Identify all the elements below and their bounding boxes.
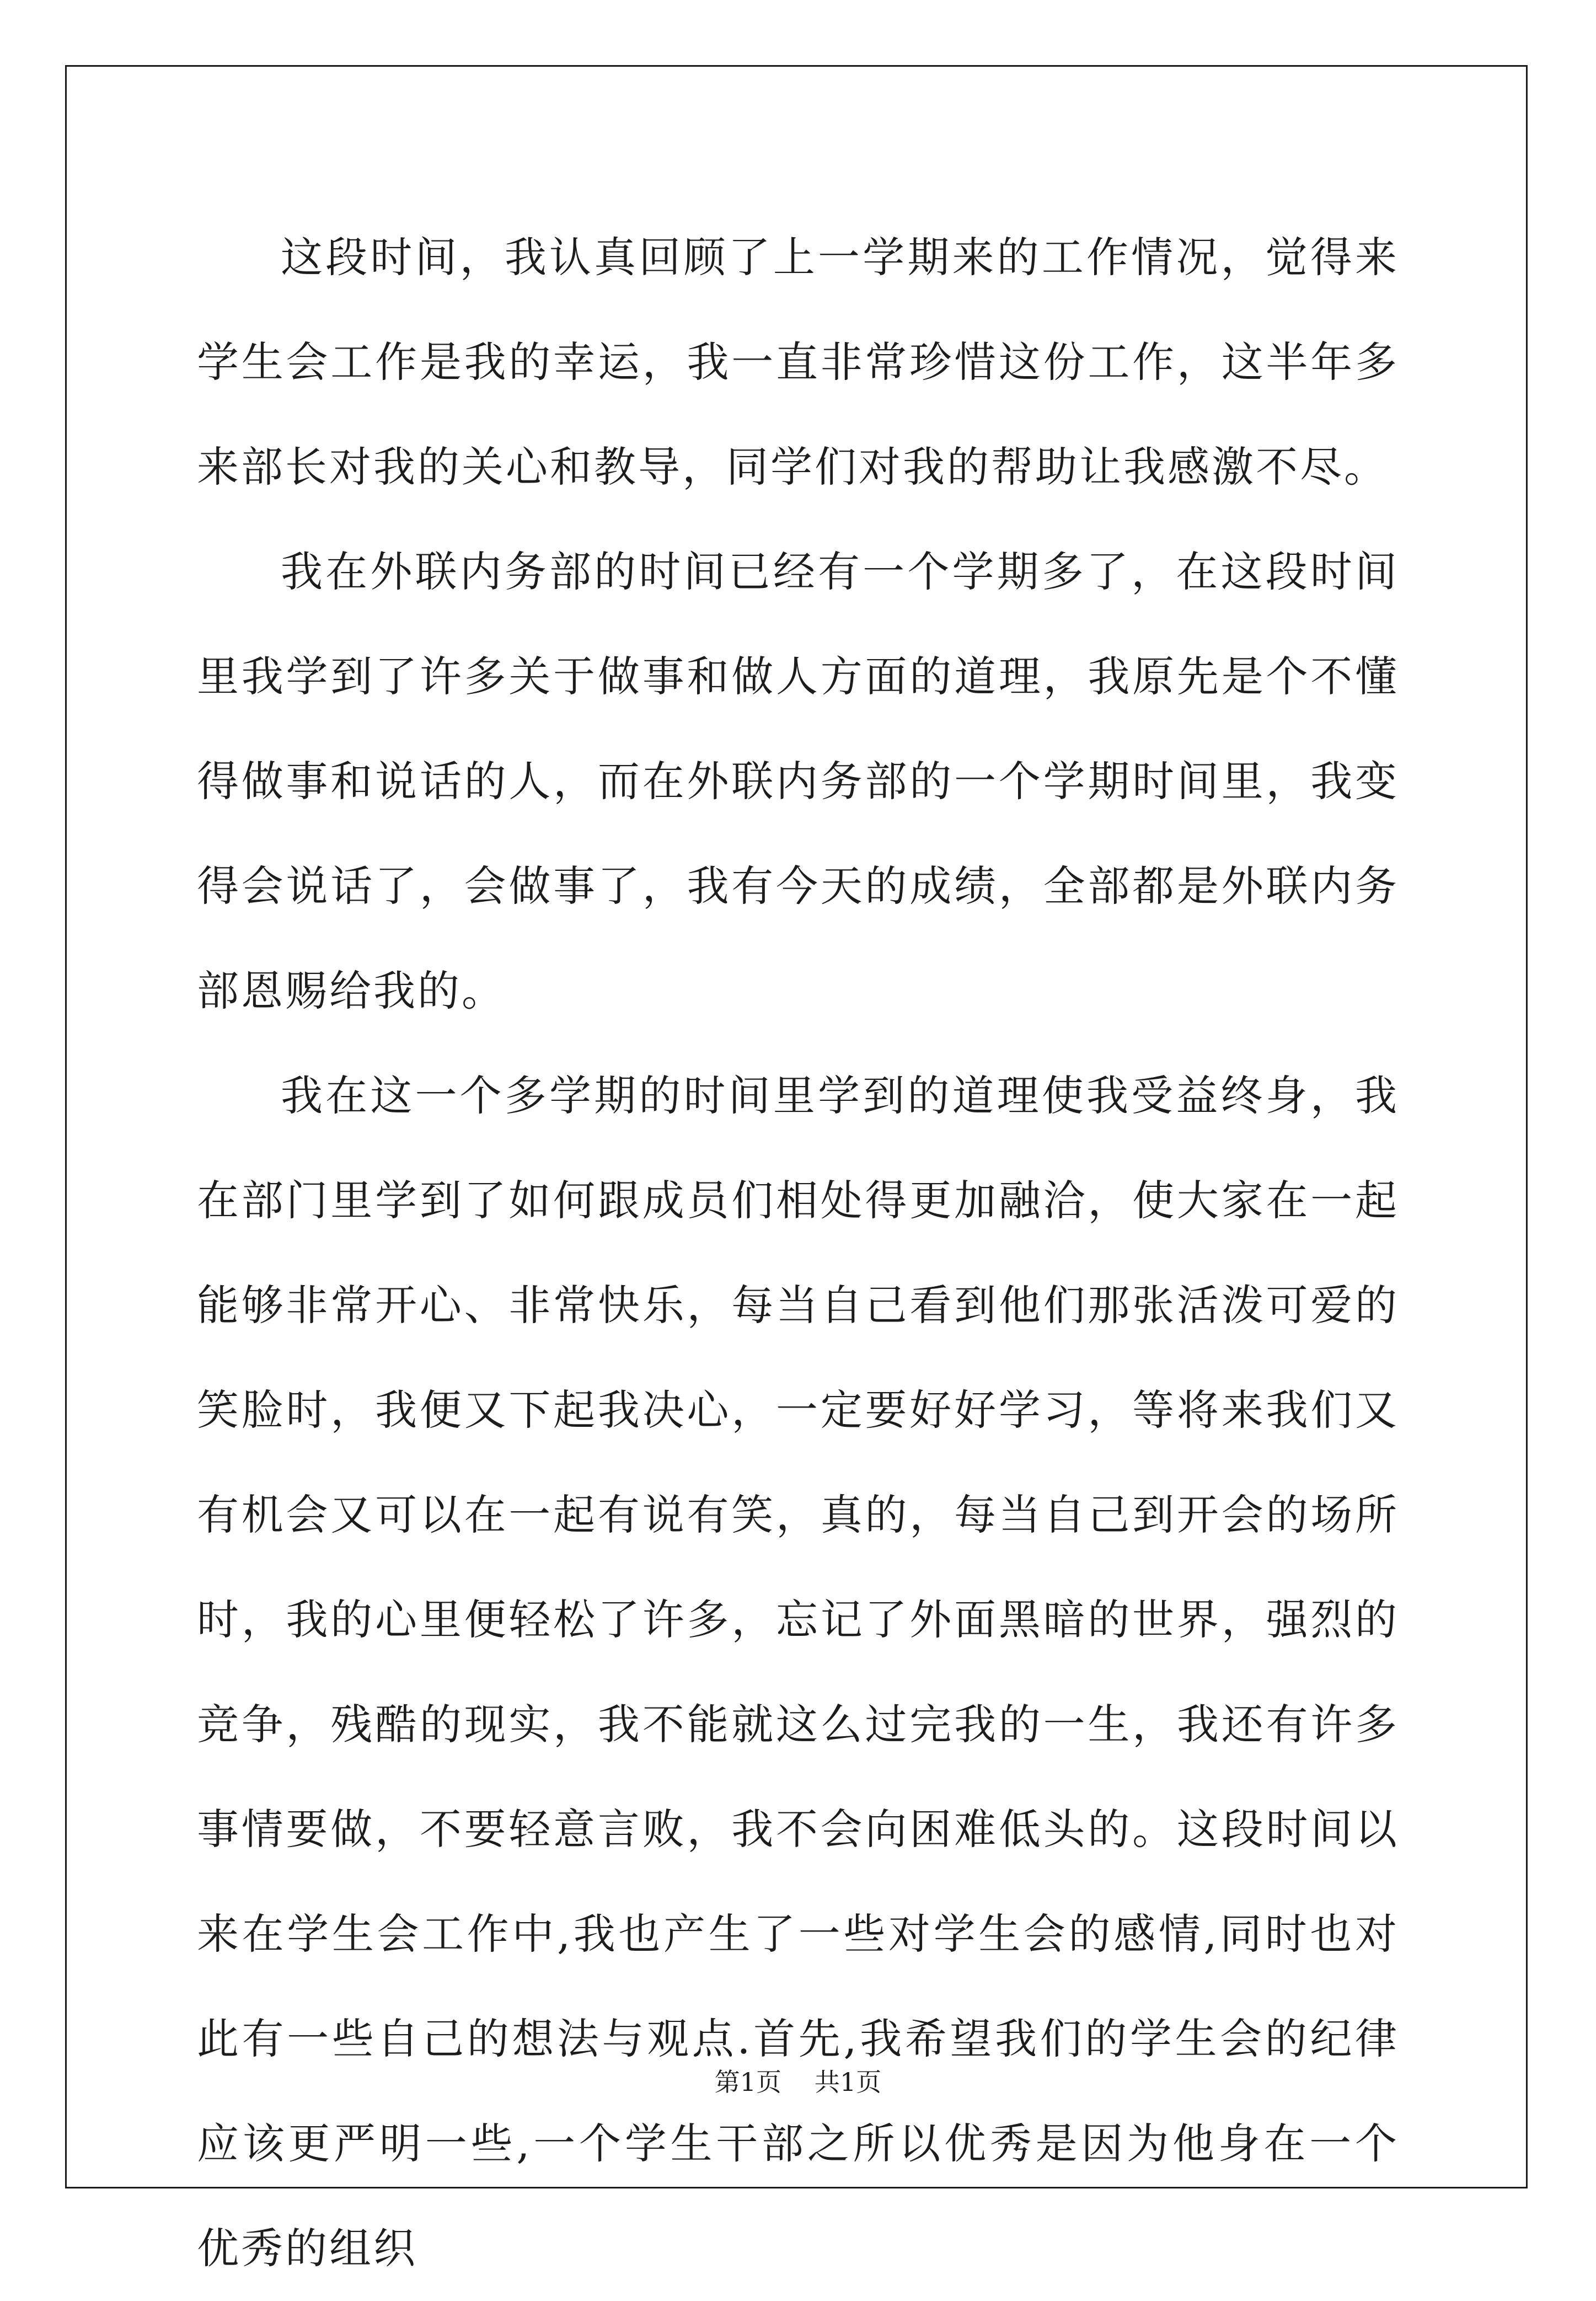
paragraph-3: 我在这一个多学期的时间里学到的道理使我受益终身，我在部门里学到了如何跟成员们相处得更加融洽，使大家在一起能够非常开心、非常快乐，每当自己看到他们那张活泼可爱的笑脸时，我便又下起我决心，一定要好好学习，等将来我们又有机会又可以在一起有说有笑，真的，每当自己到开会的场所时，我的心里便轻松了许多，忘记了外面黑暗的世界，强烈的竞争，残酷的现实，我不能就这么过完我的一生，我还有许多事情要做，不要轻意言败，我不会向困难低头的。这段时间以来在学生会工作中,我也产生了一些对学生会的感情,同时也对此有一些自己的想法与观点.首先,我希望我们的学生会的纪律应该更严明一些,一个学生干部之所以优秀是因为他身在一个优秀的组织 [197, 1071, 1399, 2273]
paragraph-2: 我在外联内务部的时间已经有一个学期多了，在这段时间里我学到了许多关于做事和做人方面的道理，我原先是个不懂得做事和说话的人，而在外联内务部的一个学期时间里，我变得会说话了，会做事了，我有今天的成绩，全部都是外联内务部恩赐给我的。 [197, 547, 1399, 1015]
document-body [197, 205, 1399, 2301]
paragraph-1: 这段时间，我认真回顾了上一学期来的工作情况，觉得来学生会工作是我的幸运，我一直非常珍惜这份工作，这半年多来部长对我的关心和教导，同学们对我的帮助让我感激不尽。 [197, 233, 1399, 491]
page-footer [0, 2065, 1596, 2099]
page-total: 共1页 [815, 2067, 882, 2097]
page-number: 第1页 [714, 2067, 781, 2097]
